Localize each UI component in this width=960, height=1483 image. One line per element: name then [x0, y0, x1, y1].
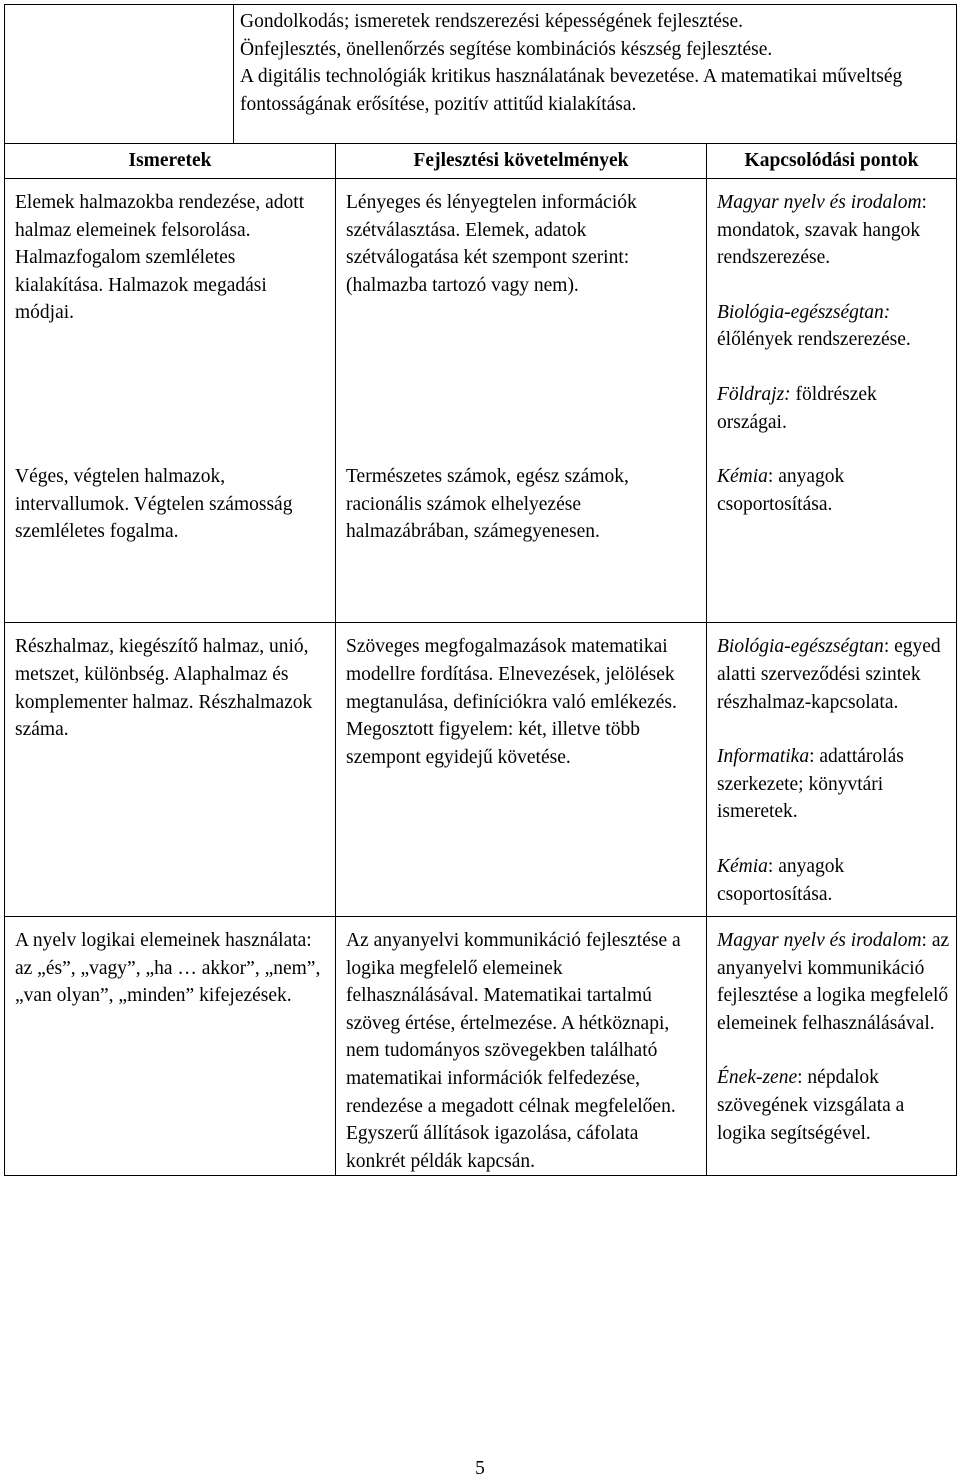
table-row [5, 623, 957, 917]
kapcsolodas-text: : az anyanyelvi kommunikáció fejlesztése a logika megfelelő elemeinek felhasználásával. [717, 930, 950, 1034]
kapcsolodas-item [717, 743, 950, 826]
subject-label: Magyar nyelv és irodalom [717, 192, 922, 213]
kapcsolodas-item [717, 633, 950, 716]
fejlesztes-text: Szöveges megfogalmazások matematikai modellre fordítása. Elnevezések, jelölések megtanulása, definíciókra való emlékezés. Megosztott figyelem: két, illetve több szempont egyidejű követése. [346, 636, 677, 768]
kapcsolodas-text: : egyed alatti szerveződési szintek részhalmaz-kapcsolata. [717, 636, 941, 713]
kapcsolodas-item [717, 299, 950, 354]
kapcsolodas-item [717, 1064, 950, 1147]
kapcsolodas-item [717, 927, 950, 1037]
kapcsolodas-item [717, 189, 950, 272]
page-number: 5 [475, 1458, 485, 1479]
goals-cell [5, 5, 957, 144]
subject-label: Biológia-egészségtan: [717, 301, 891, 323]
subject-label: Ének-zene [717, 1067, 798, 1089]
kapcsolodas-text: földrészek országai. [717, 383, 877, 433]
ismeretek-text: A nyelv logikai elemeinek használata: az „és”, „vagy”, „ha … akkor”, „nem”, „van olyan”, „minden” kifejezések. [15, 930, 321, 1007]
kapcsolodas-cell [707, 179, 957, 623]
subject-label: Kémia [717, 466, 768, 488]
ismeretek-text: Részhalmaz, kiegészítő halmaz, unió, metszet, különbség. Alaphalmaz és komplementer halmaz. Részhalmazok száma. [15, 636, 313, 741]
table-row [5, 917, 957, 1176]
header-kapcsolodasi-pontok: Kapcsolódási pontok [707, 144, 957, 179]
table-row [5, 179, 957, 464]
fejlesztes-text: Az anyanyelvi kommunikáció fejlesztése a logika megfelelő elemeinek felhasználásával. Matematikai tartalmú szöveg értése, értelmezése. A hétköznapi, nem tudományos szövegekben található matematikai információk felfedezése, rendezése a megadott célnak megfelelően. Egyszerű állítások igazolása, cáfolata konkrét példák kapcsán. [346, 930, 681, 1172]
goal-item: A digitális technológiák kritikus használatának bevezetése. A matematikai műveltség fontosságának erősítése, pozitív attitűd kialakítása. [240, 66, 903, 115]
kapcsolodas-text: : anyagok csoportosítása. [717, 466, 845, 515]
kapcsolodas-cell [707, 623, 957, 917]
fejlesztes-cell [336, 463, 707, 623]
fejlesztes-cell [336, 179, 707, 464]
subject-label: Kémia [717, 855, 768, 877]
ismeretek-cell [5, 917, 336, 1176]
kapcsolodas-cell [707, 917, 957, 1176]
kapcsolodas-item [717, 381, 950, 436]
header-fejlesztesi-kovetelmenyek: Fejlesztési követelmények [336, 144, 707, 179]
kapcsolodas-list [707, 917, 956, 1159]
subject-label: Informatika [717, 746, 810, 768]
goals-left-blank [5, 5, 234, 143]
kapcsolodas-text: : anyagok csoportosítása. [717, 855, 845, 905]
curriculum-table [4, 4, 957, 1176]
kapcsolodas-item [717, 853, 950, 908]
ismeretek-cell [5, 623, 336, 917]
fejlesztes-text: Lényeges és lényegtelen információk szétválasztása. Elemek, adatok szétválogatása két szempont szerint: (halmazba tartozó vagy nem). [346, 192, 637, 296]
goals-row [5, 5, 957, 144]
kapcsolodas-text: : mondatok, szavak hangok rendszerezése. [717, 192, 927, 269]
fejlesztes-cell [336, 917, 707, 1176]
subject-label: Földrajz: [717, 383, 791, 405]
fejlesztes-cell [336, 623, 707, 917]
curriculum-page [4, 4, 956, 1176]
kapcsolodas-item [717, 463, 950, 518]
ismeretek-cell [5, 179, 336, 464]
kapcsolodas-text: : adattárolás szerkezete; könyvtári ismeretek. [717, 746, 904, 823]
kapcsolodas-text: élőlények rendszerezése. [717, 329, 911, 351]
header-ismeretek: Ismeretek [5, 144, 336, 179]
subject-label: Magyar nyelv és irodalom [717, 930, 922, 952]
kapcsolodas-text: : népdalok szövegének vizsgálata a logika segítségével. [717, 1067, 905, 1144]
kapcsolodas-list [707, 623, 956, 916]
goals-text [234, 5, 956, 143]
ismeretek-text: Elemek halmazokba rendezése, adott halmaz elemeinek felsorolása. Halmazfogalom szemléletes kialakítása. Halmazok megadási módjai. [15, 192, 305, 324]
goal-item: Gondolkodás; ismeretek rendszerezési képességének fejlesztése. [240, 11, 744, 32]
kapcsolodas-list [707, 179, 956, 622]
goal-item: Önfejlesztés, önellenőrzés segítése kombinációs készség fejlesztése. [240, 38, 773, 60]
ismeretek-text: Véges, végtelen halmazok, intervallumok. Végtelen számosság szemléletes fogalma. [15, 466, 293, 543]
subject-label: Biológia-egészségtan [717, 636, 884, 658]
ismeretek-cell [5, 463, 336, 623]
header-row [5, 144, 957, 179]
fejlesztes-text: Természetes számok, egész számok, racionális számok elhelyezése halmazábrában, számegyenesen. [346, 466, 629, 543]
